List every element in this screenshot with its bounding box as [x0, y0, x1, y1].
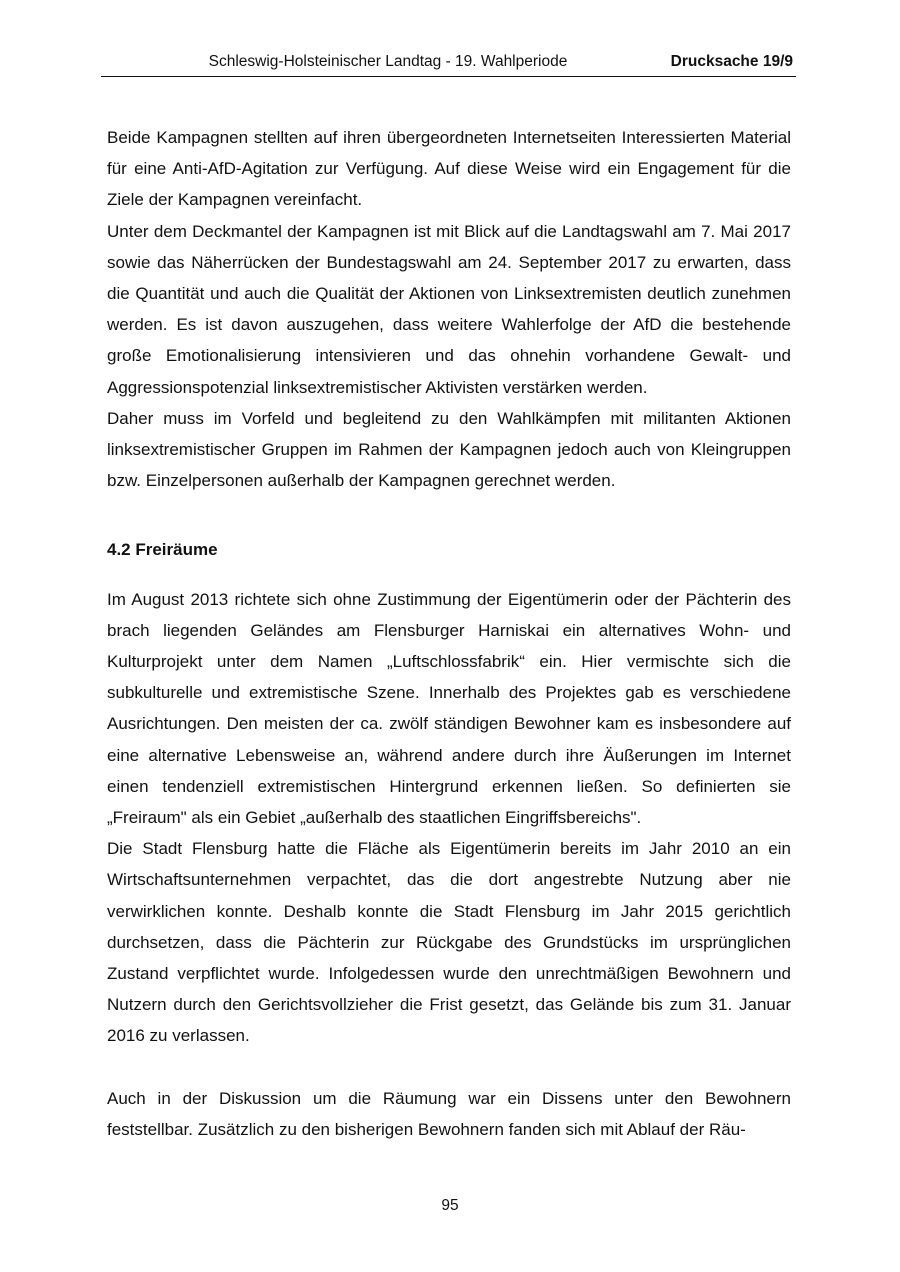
spacer	[107, 496, 791, 534]
paragraph: Auch in der Diskussion um die Räumung war ein Dissens unter den Bewohnern feststellbar. Zusätzlich zu den bisherigen Bewohnern fanden sich mit Ablauf der Räu-	[107, 1088, 791, 1139]
paragraph: Im August 2013 richtete sich ohne Zustimmung der Eigentümerin oder der Pächterin des brach liegenden Geländes am Flensburger Harniskai ein alternatives Wohn- und Kulturprojekt unter dem Namen „Luftschlossfabrik“ ein. Hier vermischte sich die subkulturelle und extremistische Szene. Innerhalb des Projektes gab es verschiedene Ausrichtungen. Den meisten der ca. zwölf ständigen Bewohner kam es insbesondere auf eine alternative Lebensweise an, während andere durch ihre Äußerungen im Internet einen tendenziell extremistischen Hintergrund erkennen ließen. So definierten sie „Freiraum" als ein Gebiet „außerhalb des staatlichen Eingriffsbereichs".	[107, 589, 791, 828]
page-header	[101, 50, 796, 77]
spacer	[107, 1052, 791, 1083]
page-body	[107, 122, 791, 1145]
page-number: 95	[441, 1197, 459, 1214]
paragraph: Unter dem Deckmantel der Kampagnen ist mit Blick auf die Landtagswahl am 7. Mai 2017 sowie das Näherrücken der Bundestagswahl am 24. September 2017 zu erwarten, dass die Quantität und auch die Qualität der Aktionen von Linksextremisten deutlich zunehmen werden. Es ist davon auszugehen, dass weitere Wahlerfolge der AfD die bestehende große Emotionalisierung intensivieren und das ohnehin vorhandene Gewalt- und Aggressionspotenzial linksextremistischer Aktivisten verstärken werden.	[107, 221, 791, 397]
header-title: Schleswig-Holsteinischer Landtag - 19. Wahlperiode	[208, 53, 568, 70]
spacer	[107, 566, 791, 584]
section-heading: 4.2 Freiräume	[107, 540, 218, 560]
paragraph: Beide Kampagnen stellten auf ihren übergeordneten Internetseiten Interessierten Material für eine Anti-AfD-Agitation zur Verfügung. Auf diese Weise wird ein Engagement für die Ziele der Kampagnen vereinfacht.	[107, 128, 791, 210]
paragraph: Die Stadt Flensburg hatte die Fläche als Eigentümerin bereits im Jahr 2010 an ein Wirtschaftsunternehmen verpachtet, das die dort angestrebte Nutzung aber nie verwirklichen konnte. Deshalb konnte die Stadt Flensburg im Jahr 2015 gerichtlich durchsetzen, dass die Pächterin zur Rückgabe des Grundstücks im ursprünglichen Zustand verpflichtet wurde. Infolgedessen wurde den unrechtmäßigen Bewohnern und Nutzern durch den Gerichtsvollzieher die Frist gesetzt, das Gelände bis zum 31. Januar 2016 zu verlassen.	[107, 839, 791, 1046]
document-number: Drucksache 19/9	[670, 53, 793, 70]
paragraph: Daher muss im Vorfeld und begleitend zu den Wahlkämpfen mit militanten Aktionen linksextremistischer Gruppen im Rahmen der Kampagnen jedoch auch von Kleingruppen bzw. Einzelpersonen außerhalb der Kampagnen gerechnet werden.	[107, 408, 791, 491]
